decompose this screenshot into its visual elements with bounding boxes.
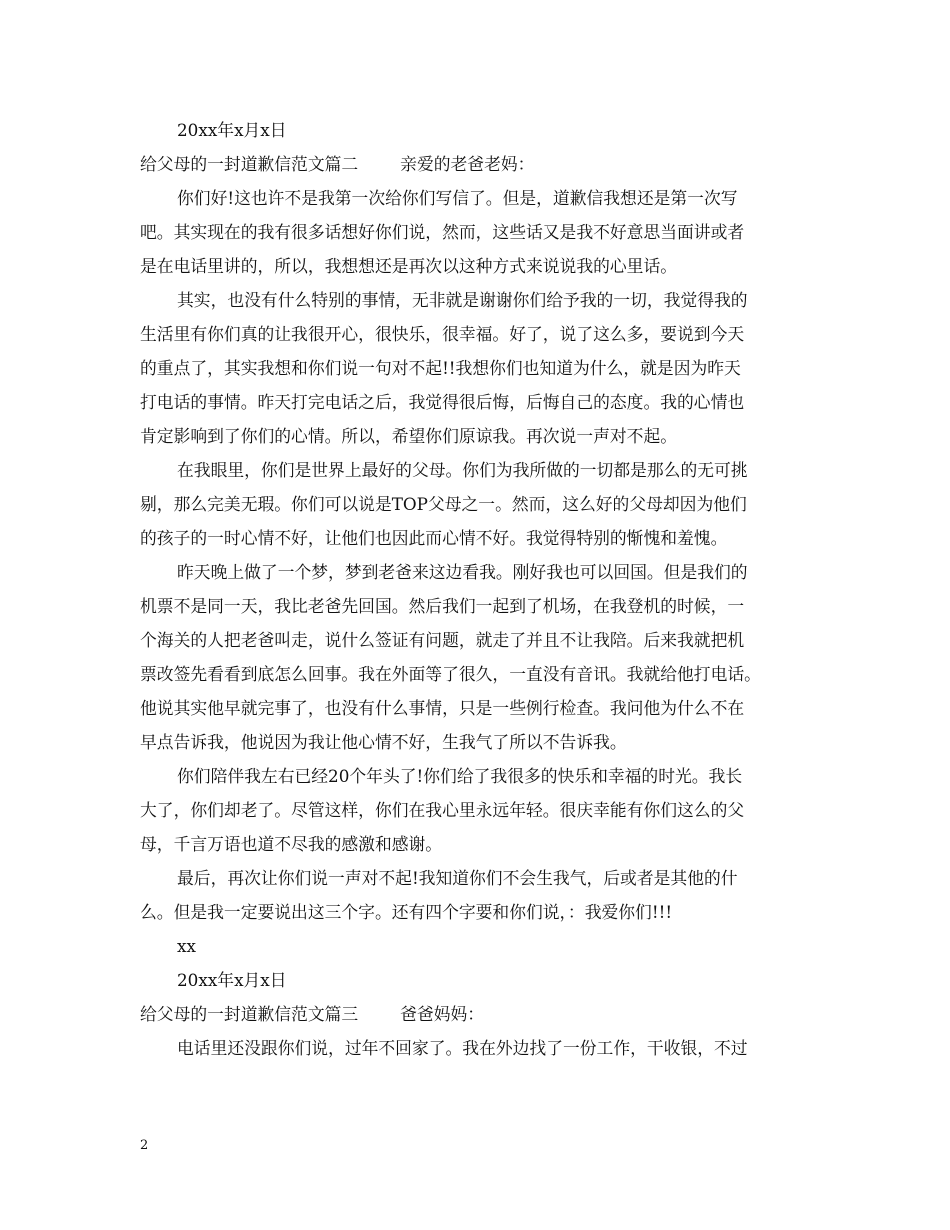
paragraph-line: 他说其实他早就完事了，也没有什么事情，只是一些例行检查。我问他为什么不在	[140, 698, 745, 718]
paragraph-line: 票改签先看看到底怎么回事。我在外面等了很久，一直没有音讯。我就给他打电话。	[140, 664, 761, 684]
paragraph-line: 吧。其实现在的我有很多话想好你们说，然而，这些话又是我不好意思当面讲或者	[140, 222, 745, 242]
paragraph-line: 打电话的事情。昨天打完电话之后，我觉得很后悔，后悔自己的态度。我的心情也	[140, 392, 745, 412]
paragraph-line: 你们好!这也许不是我第一次给你们写信了。但是，道歉信我想还是第一次写	[177, 188, 738, 208]
paragraph-line: 是在电话里讲的，所以，我想想还是再次以这种方式来说说我的心里话。	[140, 256, 678, 276]
date-line: 20xx年x月x日	[177, 970, 287, 990]
paragraph-line: 肯定影响到了你们的心情。所以，希望你们原谅我。再次说一声对不起。	[140, 426, 678, 446]
paragraph-line: 最后，再次让你们说一声对不起!我知道你们不会生我气，后或者是其他的什	[177, 868, 738, 888]
paragraph-line: 你们陪伴我左右已经20个年头了!你们给了我很多的快乐和幸福的时光。我长	[177, 766, 743, 786]
paragraph-line: 电话里还没跟你们说，过年不回家了。我在外边找了一份工作，干收银，不过	[177, 1038, 748, 1058]
paragraph-line: 早点告诉我，他说因为我让他心情不好，生我气了所以不告诉我。	[140, 732, 627, 752]
paragraph-line: 的孩子的一时心情不好，让他们也因此而心情不好。我觉得特别的惭愧和羞愧。	[140, 528, 728, 548]
page-number: 2	[140, 1138, 149, 1153]
paragraph-line: 其实，也没有什么特别的事情，无非就是谢谢你们给予我的一切，我觉得我的	[177, 290, 748, 310]
paragraph-line: 机票不是同一天，我比老爸先回国。然后我们一起到了机场，在我登机的时候，一	[140, 596, 745, 616]
paragraph-line: 剔，那么完美无瑕。你们可以说是TOP父母之一。然而，这么好的父母却因为他们	[140, 494, 747, 514]
paragraph-line: 的重点了，其实我想和你们说一句对不起!!我想你们也知道为什么，就是因为昨天	[140, 358, 741, 378]
paragraph-line: 在我眼里，你们是世界上最好的父母。你们为我所做的一切都是那么的无可挑	[177, 460, 748, 480]
salutation: 亲爱的老爸老妈：	[400, 154, 535, 174]
section-heading-line	[140, 997, 820, 1031]
paragraph-line: 么。但是我一定要说出这三个字。还有四个字要和你们说，：我爱你们!!!	[140, 902, 673, 922]
date-line: 20xx年x月x日	[177, 120, 287, 140]
section-heading: 给父母的一封道歉信范文篇三	[140, 1004, 359, 1024]
paragraph-line: 生活里有你们真的让我很开心，很快乐，很幸福。好了，说了这么多，要说到今天	[140, 324, 745, 344]
section-heading-line	[140, 147, 820, 181]
salutation: 爸爸妈妈：	[400, 1004, 485, 1024]
paragraph-line: 昨天晚上做了一个梦，梦到老爸来这边看我。刚好我也可以回国。但是我们的	[177, 562, 748, 582]
section-heading: 给父母的一封道歉信范文篇二	[140, 154, 359, 174]
signature-line: xx	[177, 936, 196, 956]
paragraph-line: 个海关的人把老爸叫走，说什么签证有问题，就走了并且不让我陪。后来我就把机	[140, 630, 745, 650]
paragraph-line: 母，千言万语也道不尽我的感激和感谢。	[140, 834, 443, 854]
paragraph-line: 大了，你们却老了。尽管这样，你们在我心里永远年轻。很庆幸能有你们这么的父	[140, 800, 745, 820]
